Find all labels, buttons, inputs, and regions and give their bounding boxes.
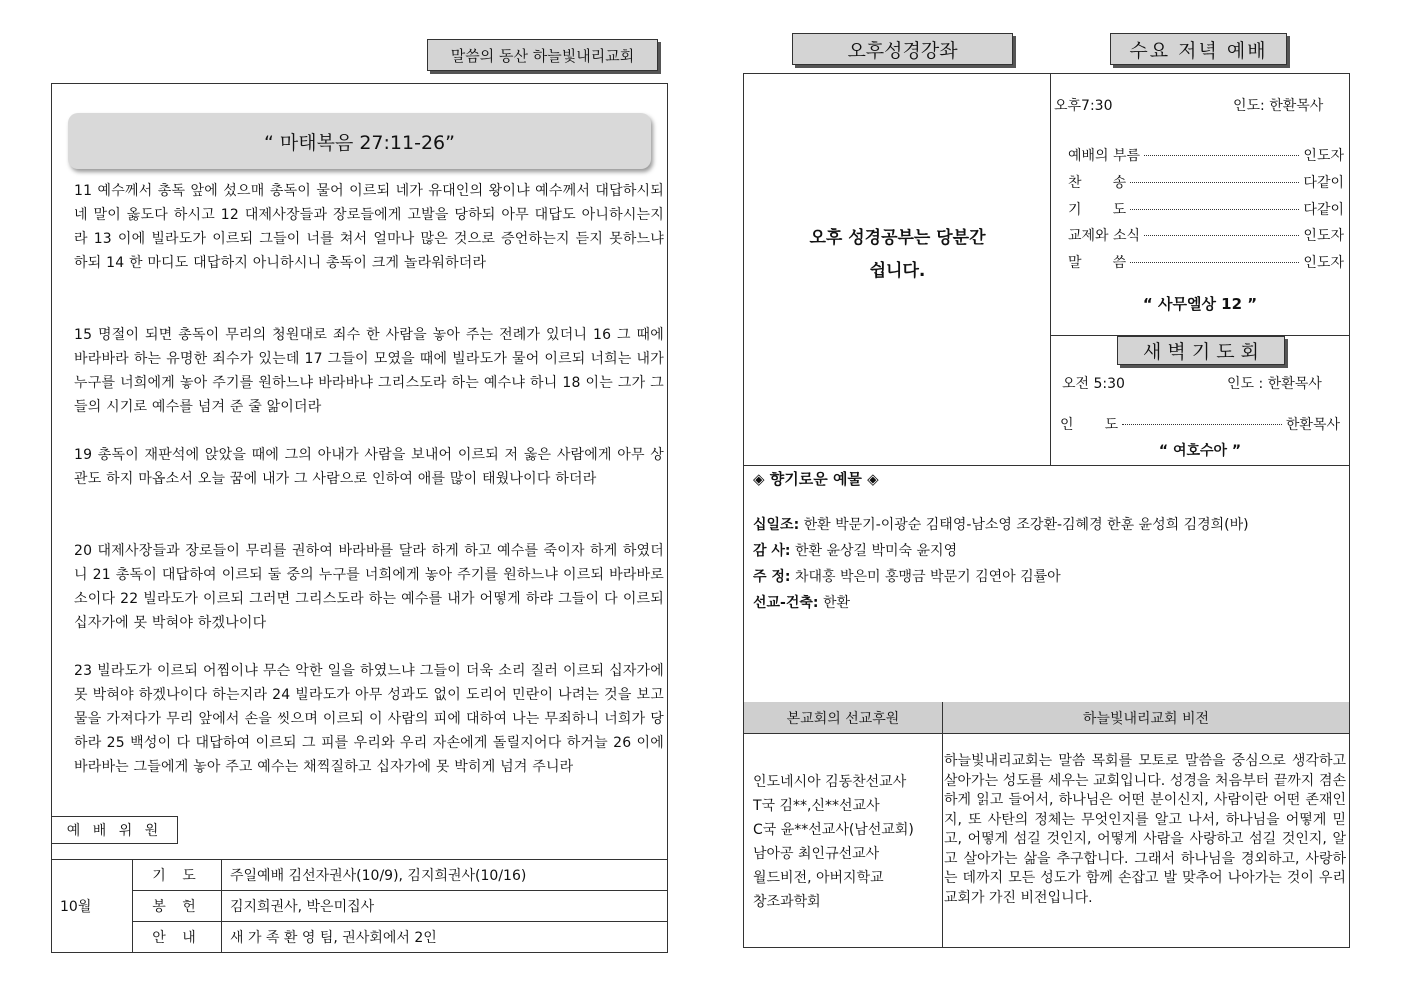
- service-order-item: [1068, 172, 1344, 192]
- dawn-leader: 인도 : 한환목사: [1227, 376, 1322, 392]
- roster-value: 김지희권사, 박은미집사: [222, 891, 668, 922]
- wednesday-service-label: 수요 저녁 예배: [1110, 33, 1287, 65]
- church-name-label: 말씀의 동산 하늘빛내리교회: [427, 39, 658, 71]
- roster-role: 안 내: [133, 922, 222, 953]
- scripture-paragraph: 20 대제사장들과 장로들이 무리를 권하여 바라바를 달라 하게 하고 예수를 죽이자 하게 하였더니 21 총독이 대답하여 이르되 둘 중의 누구를 너희에게 놓아 주기를 원하느냐 이르되 바라바로소이다 22 빌라도가 이르되 그러면 그리스도라 하는 예수를 내가 어떻게 하랴 그들이 다 이르되 십자가에 못 박혀야 하겠나이다: [74, 543, 664, 631]
- service-order-item: [1068, 145, 1344, 165]
- roster-table: [51, 859, 668, 953]
- list-item: C국 윤**선교사(남선교회): [753, 822, 914, 838]
- leader-dots: [1144, 235, 1299, 236]
- offering-label: 감 사:: [753, 543, 791, 559]
- order-name: 말 씀: [1068, 255, 1127, 271]
- roster-month: 10월: [52, 860, 133, 953]
- scripture-title: “ 마태복음 27:11-26”: [68, 113, 651, 169]
- afternoon-class-label: 오후성경강좌: [792, 33, 1013, 65]
- service-order-item: [1068, 225, 1344, 245]
- afternoon-notice: [745, 222, 1050, 288]
- vision-heading: 하늘빛내리교회 비전: [943, 702, 1349, 733]
- list-item: 창조과학회: [753, 894, 821, 910]
- leader-dots: [1130, 209, 1299, 210]
- offering-names: 한환: [818, 595, 851, 611]
- divider: [942, 702, 943, 948]
- order-name: 인 도: [1060, 417, 1119, 433]
- roster-role: 봉 헌: [133, 891, 222, 922]
- wednesday-leader: 인도: 한환목사: [1233, 98, 1324, 114]
- divider: [743, 465, 1350, 466]
- order-name: 예배의 부름: [1068, 148, 1141, 164]
- order-name: 기 도: [1068, 202, 1127, 218]
- notice-line: 쉽니다.: [869, 261, 926, 281]
- service-order-item: [1068, 199, 1344, 219]
- wednesday-passage: “ 사무엘상 12 ”: [1142, 295, 1258, 313]
- offering-names: 한환 박문기-이광순 김태영-남소영 조강환-김혜경 한훈 윤성희 김경희(바): [799, 517, 1249, 533]
- leader-dots: [1130, 182, 1299, 183]
- notice-line: 오후 성경공부는 당분간: [809, 228, 986, 248]
- divider: [743, 733, 1350, 734]
- roster-role: 기 도: [133, 860, 222, 891]
- offering-row: [753, 540, 957, 560]
- order-who: 인도자: [1303, 255, 1344, 271]
- scripture-paragraph: 19 총독이 재판석에 앉았을 때에 그의 아내가 사람을 보내어 이르되 저 옳은 사람에게 아무 상관도 하지 마옵소서 오늘 꿈에 내가 그 사람으로 인하여 애를 많이 태웠나이다 하더라: [74, 447, 664, 487]
- table-row: [52, 891, 668, 922]
- dawn-prayer-label: 새 벽 기 도 회: [1117, 336, 1285, 365]
- leader-dots: [1122, 424, 1282, 425]
- offering-label: 십일조:: [753, 517, 800, 533]
- order-who: 인도자: [1303, 228, 1344, 244]
- order-name: 찬 송: [1068, 175, 1127, 191]
- leader-dots: [1144, 155, 1299, 156]
- offering-row: [753, 566, 1061, 586]
- offering-row: [753, 592, 850, 612]
- divider: [1050, 73, 1051, 465]
- scripture-paragraph: 15 명절이 되면 총독이 무리의 청원대로 죄수 한 사람을 놓아 주는 전례가 있더니 16 그 때에 바라바라 하는 유명한 죄수가 있는데 17 그들이 모였을 때에 빌라도가 물어 이르되 너희는 내가 누구를 너희에게 놓아 주기를 원하느냐 바라바냐 그리스도라 하는 예수냐 하니 18 이는 그가 그들의 시기로 예수를 넘겨 준 줄 앎이더라: [74, 327, 664, 415]
- order-name: 교제와 소식: [1068, 228, 1141, 244]
- order-who: 다같이: [1303, 175, 1344, 191]
- list-item: 인도네시아 김동찬선교사: [753, 774, 907, 790]
- offering-names: 한환 윤상길 박미숙 윤지영: [790, 543, 958, 559]
- order-who: 인도자: [1303, 148, 1344, 164]
- roster-value: 주일예배 김선자권사(10/9), 김지희권사(10/16): [222, 860, 668, 891]
- offerings-title: ◈ 향기로운 예물 ◈: [753, 470, 879, 488]
- service-order-item: [1068, 252, 1344, 272]
- roster-label: 예 배 위 원: [51, 816, 178, 844]
- list-item: T국 김**,신**선교사: [753, 798, 880, 814]
- table-row: [52, 860, 668, 891]
- dawn-time: 오전 5:30: [1062, 376, 1125, 392]
- order-who: 한환목사: [1285, 417, 1340, 433]
- wednesday-time: 오후7:30: [1054, 98, 1113, 114]
- offering-label: 선교-건축:: [753, 595, 819, 611]
- order-who: 다같이: [1303, 202, 1344, 218]
- dawn-passage: “ 여호수아 ”: [1158, 443, 1242, 459]
- list-item: 남아공 최인규선교사: [753, 846, 880, 862]
- roster-value: 새 가 족 환 영 팀, 권사회에서 2인: [222, 922, 668, 953]
- offering-label: 주 정:: [753, 569, 791, 585]
- dawn-order-item: [1060, 414, 1340, 434]
- vision-text: 하늘빛내리교회는 말씀 목회를 모토로 말씀을 중심으로 생각하고 살아가는 성도를 세우는 교회입니다. 성경을 처음부터 끝까지 겸손하게 읽고 들어서, 하나님은 어떤 분이신지, 사람이란 어떤 존재인지, 또 사탄의 정체는 무엇인지를 알고 나서, 하나님을 어떻게 믿고, 어떻게 섬길 것인지, 어떻게 사람을 사랑하고 섬길 것인지, 알고 살아가는 삶을 추구합니다. 그래서 하나님을 경외하고, 사랑하는 데까지 모든 성도가 함께 손잡고 발 맞추어 나아가는 것이 우리 교회가 가진 비전입니다.: [944, 753, 1346, 906]
- mission-heading: 본교회의 선교후원: [744, 702, 942, 733]
- offering-row: [753, 514, 1249, 534]
- leader-dots: [1130, 262, 1299, 263]
- table-row: [52, 922, 668, 953]
- scripture-paragraph: 23 빌라도가 이르되 어찜이냐 무슨 악한 일을 하였느냐 그들이 더욱 소리 질러 이르되 십자가에 못 박혀야 하겠나이다 하는지라 24 빌라도가 아무 성과도 없이 도리어 민란이 나려는 것을 보고 물을 가져다가 무리 앞에서 손을 씻으며 이르되 이 사람의 피에 대하여 나는 무죄하니 너희가 당하라 25 백성이 다 대답하여 이르되 그 피를 우리와 우리 자손에게 돌릴지어다 하거늘 26 이에 바라바는 그들에게 놓아 주고 예수는 채찍질하고 십자가에 못 박히게 넘겨 주니라: [74, 663, 664, 775]
- list-item: 월드비전, 아버지학교: [753, 870, 884, 886]
- scripture-paragraph: 11 예수께서 총독 앞에 섰으매 총독이 물어 이르되 네가 유대인의 왕이냐 예수께서 대답하시되 네 말이 옳도다 하시고 12 대제사장들과 장로들에게 고발을 당하되 아무 대답도 아니하시는지라 13 이에 빌라도가 이르되 그들이 너를 쳐서 얼마나 많은 것으로 증언하는지 듣지 못하느냐 하되 14 한 마디도 대답하지 아니하시니 총독이 크게 놀라워하더라: [74, 183, 664, 271]
- offering-names: 차대홍 박은미 홍맹금 박문기 김연아 김률아: [790, 569, 1061, 585]
